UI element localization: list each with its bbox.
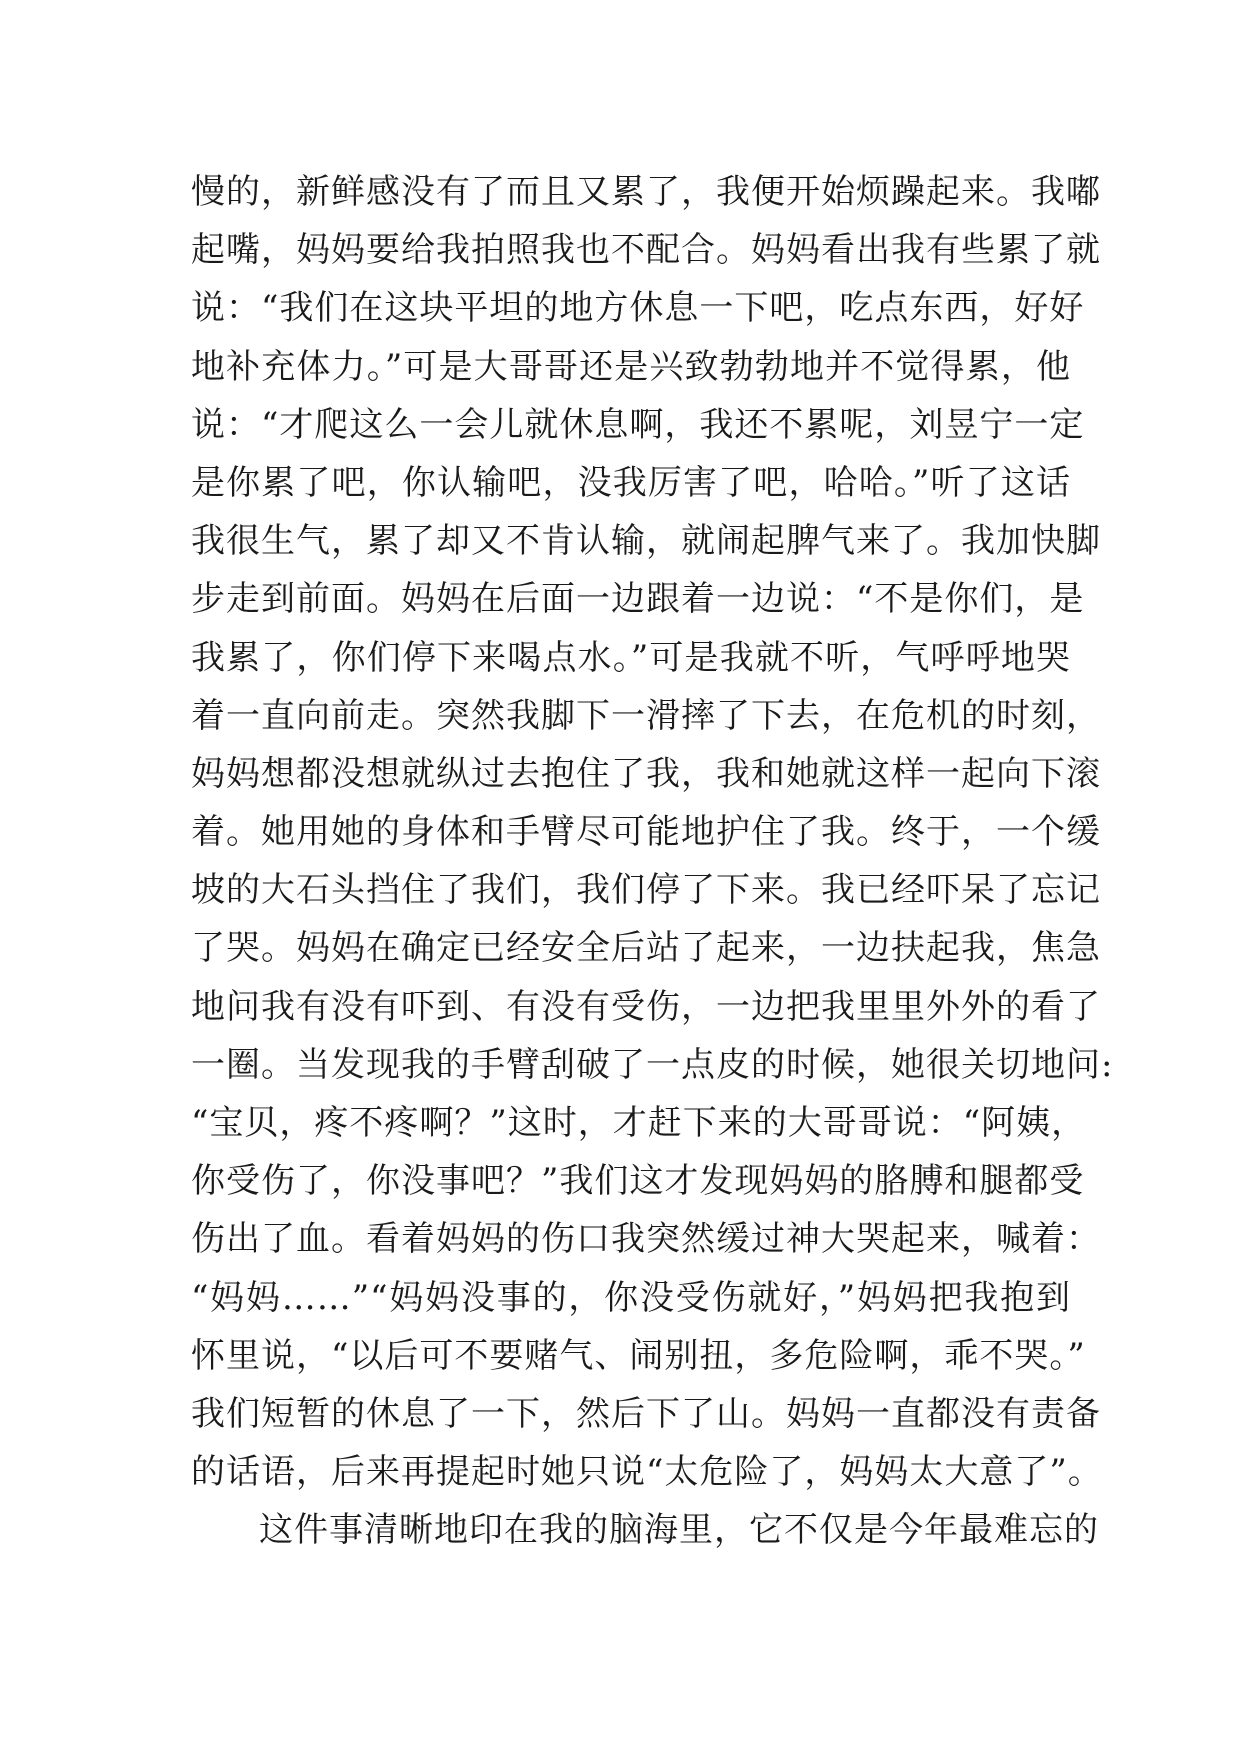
text-line: 起嘴，妈妈要给我拍照我也不配合。妈妈看出我有些累了就 (191, 230, 1101, 271)
text-line: 妈妈想都没想就纵过去抱住了我，我和她就这样一起向下滚 (191, 753, 1101, 794)
text-line: “妈妈……”“妈妈没事的，你没受伤就好，”妈妈把我抱到 (191, 1277, 1071, 1318)
text-line: 伤出了血。看着妈妈的伤口我突然缓过神大哭起来，喊着： (191, 1219, 1101, 1260)
text-line: 我们短暂的休息了一下，然后下了山。妈妈一直都没有责备 (191, 1393, 1101, 1434)
text-line: 的话语，后来再提起时她只说“太危险了，妈妈太大意了”。 (191, 1452, 1103, 1493)
text-line: 地补充体力。”可是大哥哥还是兴致勃勃地并不觉得累，他 (191, 346, 1071, 387)
text-line: 我很生气，累了却又不肯认输，就闹起脾气来了。我加快脚 (191, 521, 1101, 562)
text-line: 慢的，新鲜感没有了而且又累了，我便开始烦躁起来。我嘟 (191, 172, 1101, 212)
text-line: 地问我有没有吓到、有没有受伤，一边把我里里外外的看了 (191, 986, 1101, 1027)
text-line: 是你累了吧，你认输吧，没我厉害了吧，哈哈。”听了这话 (191, 462, 1071, 503)
text-line: “宝贝，疼不疼啊？”这时，才赶下来的大哥哥说：“阿姨， (191, 1103, 1087, 1143)
text-line: 一圈。当发现我的手臂刮破了一点皮的时候，她很关切地问: (191, 1044, 1114, 1085)
essay-text (191, 163, 1114, 1560)
text-line: 我累了，你们停下来喝点水。”可是我就不听，气呼呼地哭 (191, 637, 1071, 678)
text-line: 你受伤了，你没事吧？”我们这才发现妈妈的胳膊和腿都受 (191, 1161, 1085, 1202)
text-line: 着。她用她的身体和手臂尽可能地护住了我。终于，一个缓 (191, 812, 1101, 853)
text-line: 说：“才爬这么一会儿就休息啊，我还不累呢，刘昱宁一定 (191, 404, 1085, 445)
text-line: 了哭。妈妈在确定已经安全后站了起来，一边扶起我，焦急 (191, 928, 1101, 969)
text-line: 步走到前面。妈妈在后面一边跟着一边说：“不是你们，是 (191, 579, 1085, 620)
text-line: 说：“我们在这块平坦的地方休息一下吧，吃点东西，好好 (191, 288, 1085, 329)
text-line: 怀里说，“以后可不要赌气、闹别扭，多危险啊，乖不哭。” (191, 1335, 1086, 1376)
paragraph-start-line: 这件事清晰地印在我的脑海里，它不仅是今年最难忘的 (259, 1510, 1099, 1551)
text-line: 着一直向前走。突然我脚下一滑摔了下去，在危机的时刻， (191, 695, 1101, 736)
text-line: 坡的大石头挡住了我们，我们停了下来。我已经吓呆了忘记 (191, 870, 1101, 911)
